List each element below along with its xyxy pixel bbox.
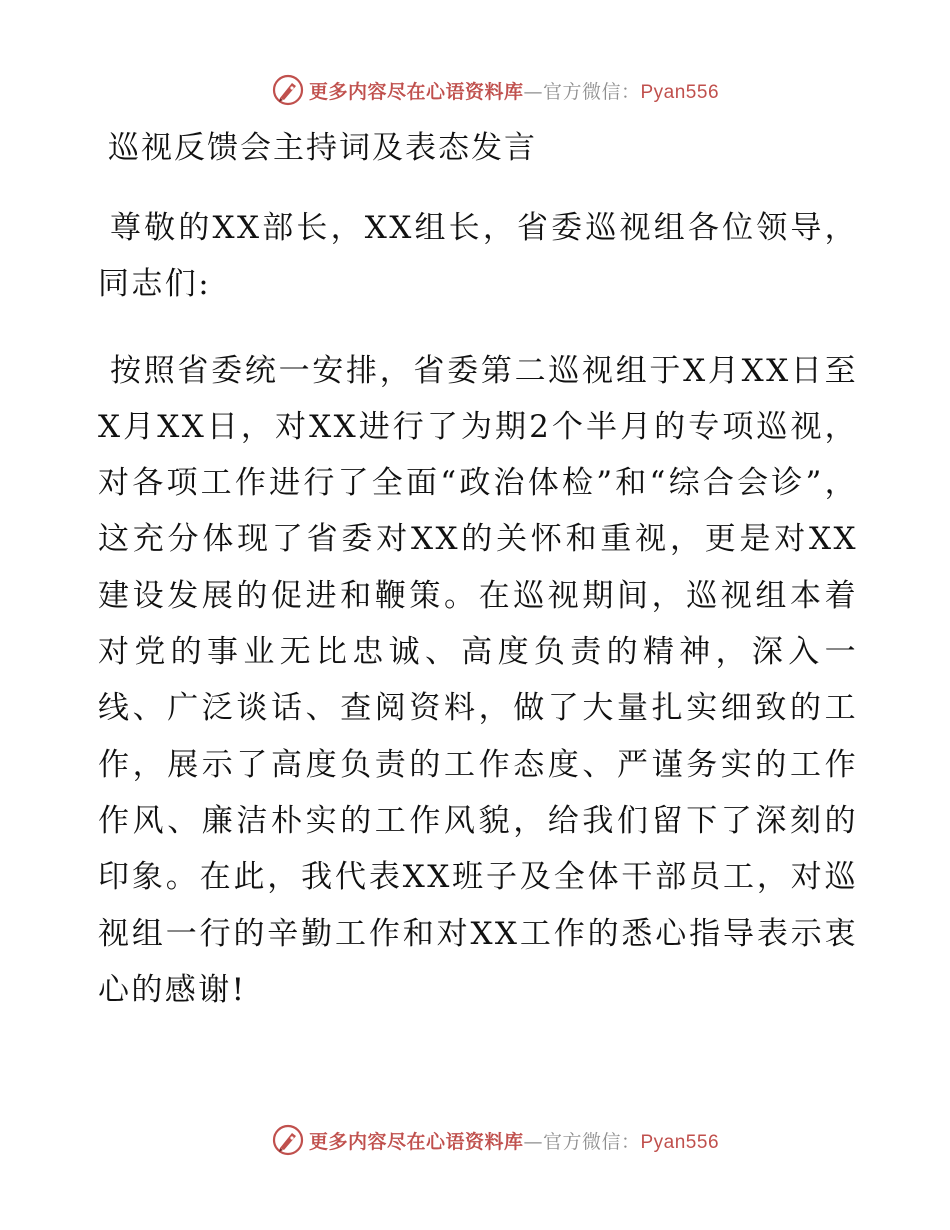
watermark-wechat-label: 官方微信： — [542, 1130, 641, 1153]
watermark-site-text: 更多内容尽在心语资料库 — [308, 80, 524, 103]
body-paragraph: 按照省委统一安排，省委第二巡视组于X月XX日至X月XX日，对XX进行了为期2个半月的专项巡视，对各项工作进行了全面“政治体检”和“综合会诊”，这充分体现了省委对XX的关怀和重视，更是对XX建设发展的促进和鞭策。在巡视期间，巡视组本着对党的事业无比忠诚、高度负责的精神，深入一线、广泛谈话、查阅资料，做了大量扎实细致的工作，展示了高度负责的工作态度、严谨务实的工作作风、廉洁朴实的工作风貌，给我们留下了深刻的印象。在此，我代表XX班子及全体干部员工，对巡视组一行的辛勤工作和对XX工作的悉心指导表示衷心的感谢! — [98, 352, 858, 1008]
header-watermark — [0, 70, 950, 110]
watermark-text — [309, 1127, 719, 1154]
watermark-wechat-label: 官方微信： — [542, 80, 641, 103]
watermark-separator: — — [523, 1130, 543, 1153]
pen-nib-logo-icon — [271, 73, 305, 107]
pen-nib-logo-icon — [271, 1123, 305, 1157]
footer-watermark — [0, 1120, 950, 1160]
watermark-group — [271, 1123, 719, 1157]
watermark-text — [309, 77, 719, 104]
watermark-group — [271, 73, 719, 107]
document-body — [98, 200, 858, 1018]
watermark-wechat-id: Pyan556 — [640, 81, 720, 103]
watermark-separator: — — [523, 80, 543, 103]
watermark-site-text: 更多内容尽在心语资料库 — [308, 1130, 524, 1153]
watermark-wechat-id: Pyan556 — [640, 1131, 720, 1153]
salutation-paragraph: 尊敬的XX部长，XX组长，省委巡视组各位领导，同志们: — [98, 210, 858, 303]
document-title: 巡视反馈会主持词及表态发言 — [108, 130, 537, 166]
